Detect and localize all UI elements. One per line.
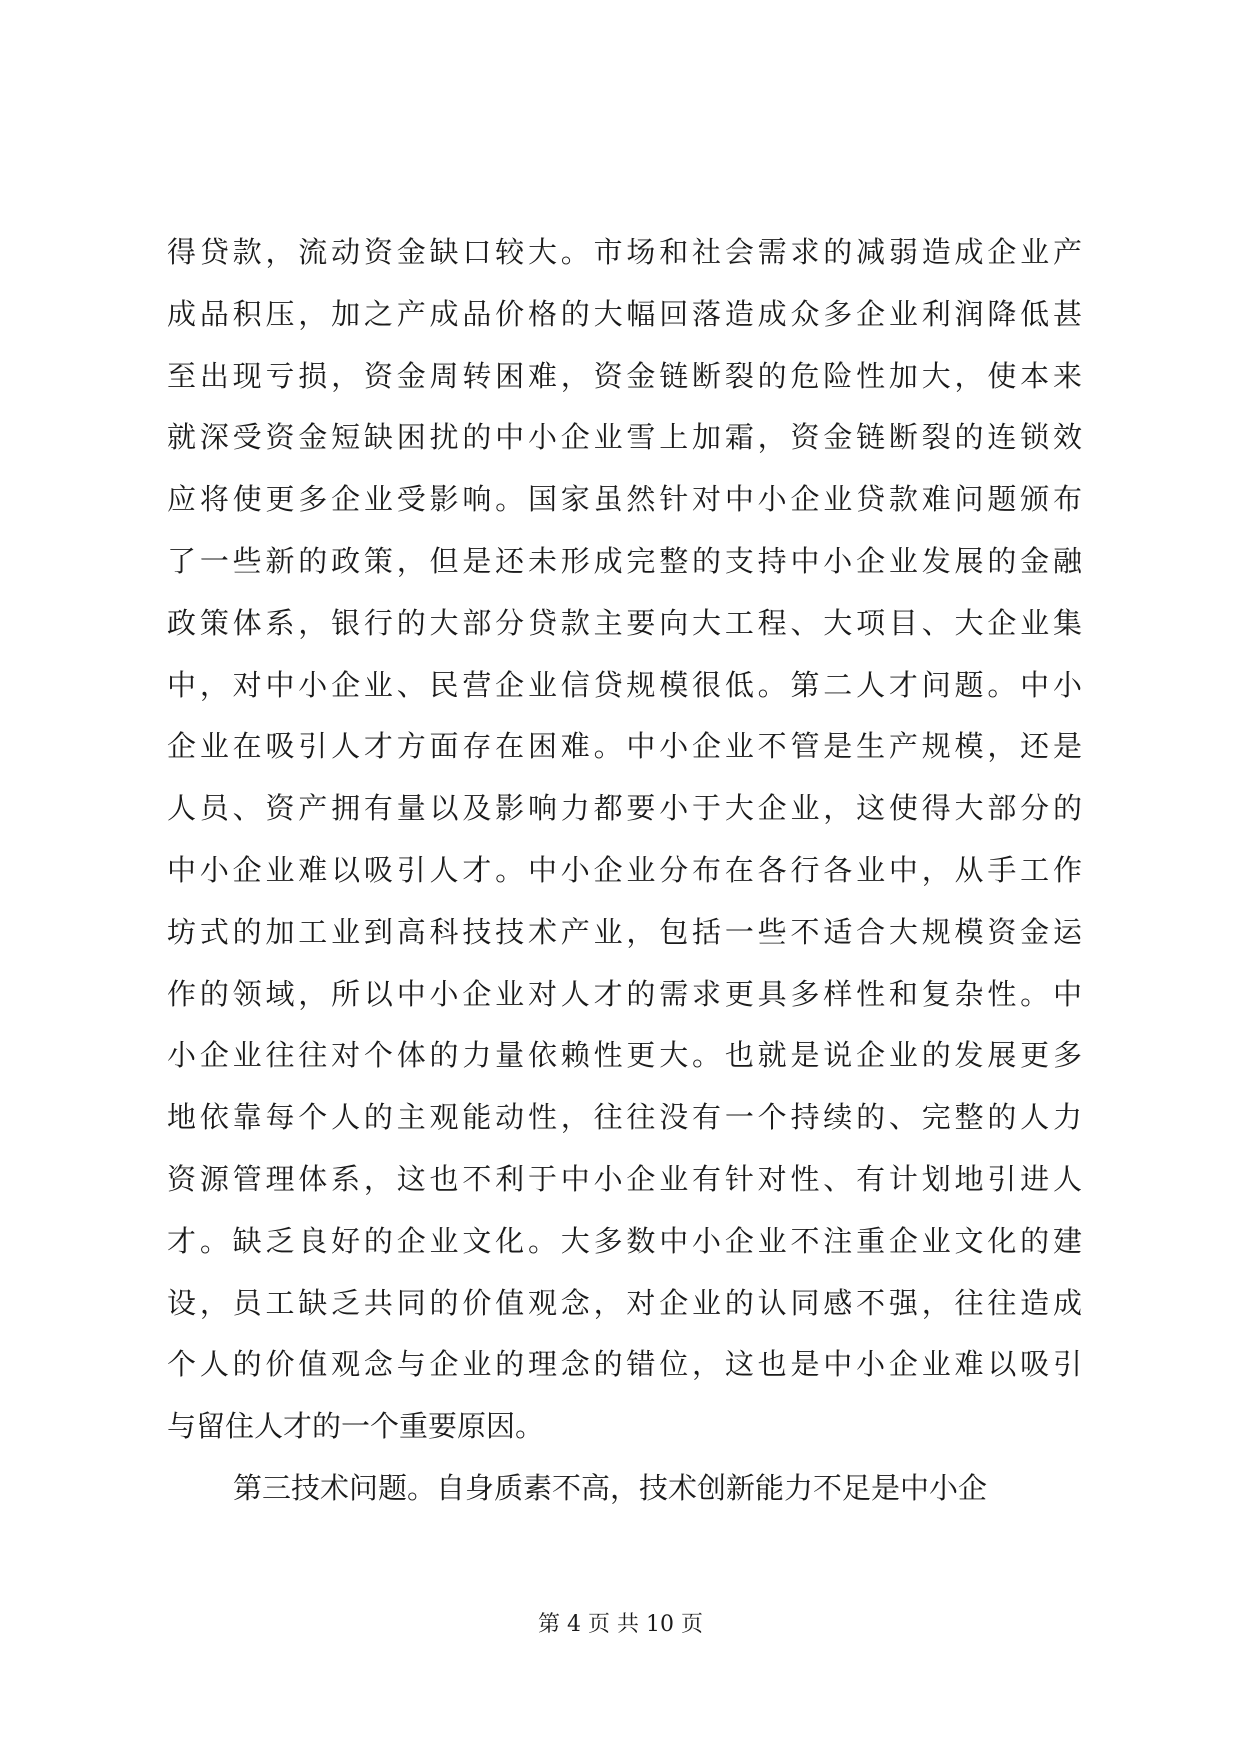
text-line: 中小企业难以吸引人才。中小企业分布在各行各业中，从手工作 xyxy=(167,852,1082,887)
text-line: 地依靠每个人的主观能动性，往往没有一个持续的、完整的人力 xyxy=(167,1100,1082,1135)
text-line: 就深受资金短缺困扰的中小企业雪上加霜，资金链断裂的连锁效 xyxy=(167,420,1082,455)
text-line: 了一些新的政策，但是还未形成完整的支持中小企业发展的金融 xyxy=(167,543,1082,578)
text-line: 成品积压，加之产成品价格的大幅回落造成众多企业利润降低甚 xyxy=(167,296,1082,331)
text-line: 才。缺乏良好的企业文化。大多数中小企业不注重企业文化的建 xyxy=(167,1223,1082,1258)
text-line: 至出现亏损，资金周转困难，资金链断裂的危险性加大，使本来 xyxy=(167,358,1082,393)
text-line: 与留住人才的一个重要原因。 xyxy=(167,1409,545,1444)
body-text xyxy=(167,222,1082,1520)
text-line: 设，员工缺乏共同的价值观念，对企业的认同感不强，往往造成 xyxy=(167,1285,1082,1320)
text-line: 小企业往往对个体的力量依赖性更大。也就是说企业的发展更多 xyxy=(167,1038,1082,1073)
text-line: 政策体系，银行的大部分贷款主要向大工程、大项目、大企业集 xyxy=(167,605,1082,640)
page-number-footer: 第 4 页 共 10 页 xyxy=(538,1612,703,1637)
text-line: 个人的价值观念与企业的理念的错位，这也是中小企业难以吸引 xyxy=(167,1347,1082,1382)
text-line: 作的领域，所以中小企业对人才的需求更具多样性和复杂性。中 xyxy=(167,976,1082,1011)
text-line: 应将使更多企业受影响。国家虽然针对中小企业贷款难问题颁布 xyxy=(167,482,1082,517)
text-line: 得贷款，流动资金缺口较大。市场和社会需求的减弱造成企业产 xyxy=(167,235,1082,269)
text-line: 资源管理体系，这也不利于中小企业有针对性、有计划地引进人 xyxy=(167,1161,1082,1196)
text-line: 企业在吸引人才方面存在困难。中小企业不管是生产规模，还是 xyxy=(167,729,1082,764)
text-line: 坊式的加工业到高科技技术产业，包括一些不适合大规模资金运 xyxy=(167,914,1082,949)
paragraph-start-line: 第三技术问题。自身质素不高，技术创新能力不足是中小企 xyxy=(233,1470,988,1505)
text-line: 中，对中小企业、民营企业信贷规模很低。第二人才问题。中小 xyxy=(167,667,1082,702)
text-line: 人员、资产拥有量以及影响力都要小于大企业，这使得大部分的 xyxy=(167,791,1082,826)
